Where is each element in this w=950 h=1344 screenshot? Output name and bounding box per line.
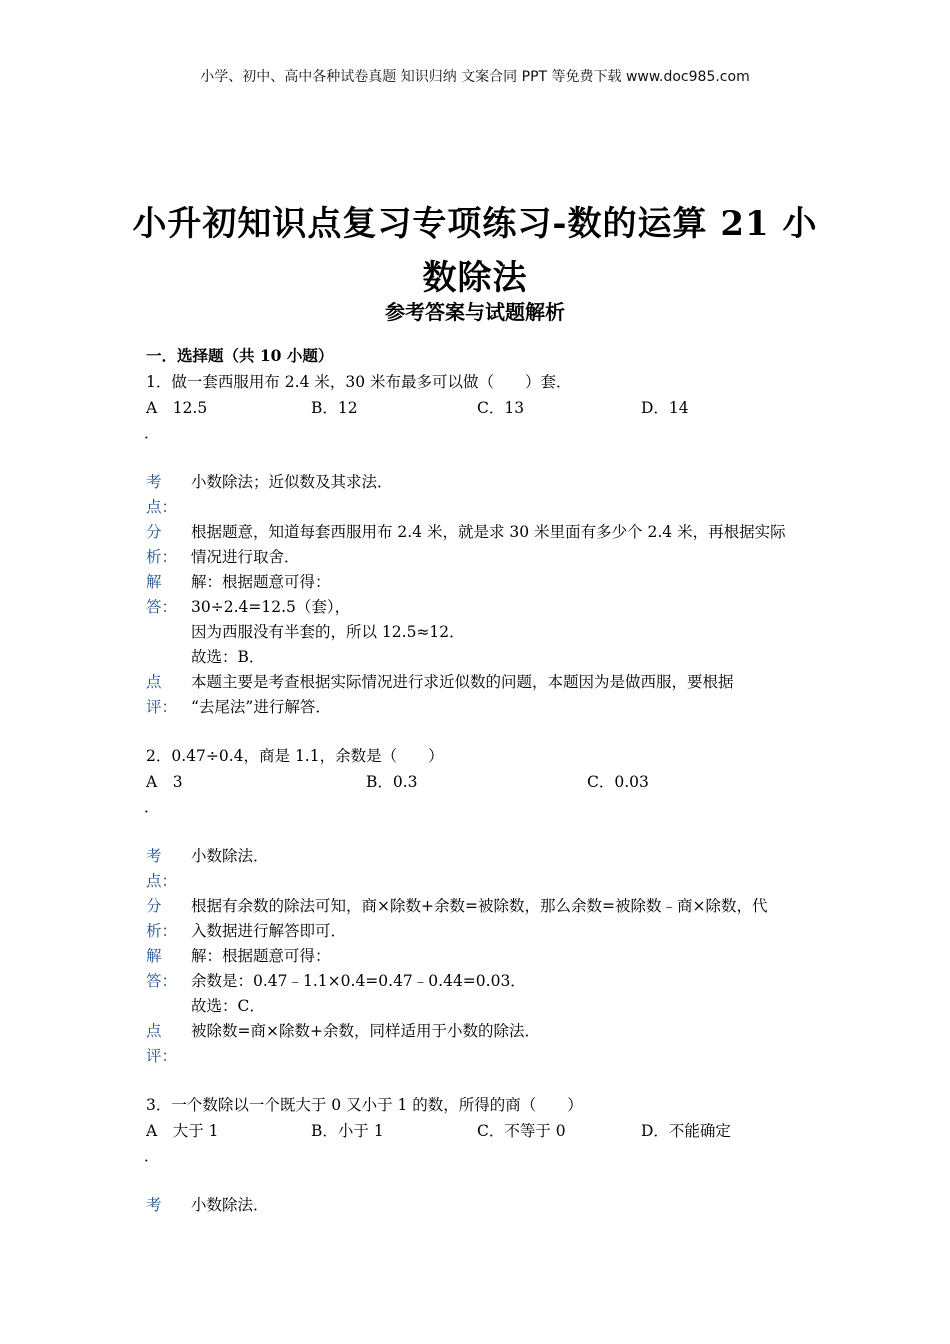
fenxi-text: 入数据进行解答即可． xyxy=(191,922,347,940)
dianping-text: 本题主要是考查根据实际情况进行求近似数的问题，本题因为是做西服，要根据 xyxy=(191,673,734,691)
option-c: C．不等于 0 xyxy=(477,1122,566,1140)
jieda-text: 30÷2.4=12.5（套）， xyxy=(191,598,351,616)
jieda-label: 答： xyxy=(146,972,178,990)
fenxi-label: 分 xyxy=(146,897,162,915)
option-dot: ． xyxy=(144,1147,160,1165)
kaodian-label: 考 xyxy=(146,473,162,491)
jieda-text: 因为西服没有半套的，所以 12.5≈12． xyxy=(191,623,465,641)
kaodian-label: 考 xyxy=(146,1196,162,1214)
fenxi-text: 情况进行取舍． xyxy=(191,548,300,566)
option-c: C．0.03 xyxy=(587,773,649,791)
kaodian-text: 小数除法． xyxy=(191,847,269,865)
dianping-label: 评： xyxy=(146,698,178,716)
fenxi-label: 析： xyxy=(146,922,178,940)
option-a: A 大于 1 xyxy=(146,1122,219,1140)
section-heading: 一．选择题（共 10 小题） xyxy=(146,346,334,365)
option-d: D．14 xyxy=(641,399,689,417)
dianping-label: 点 xyxy=(146,1022,162,1040)
page-header: 小学、初中、高中各种试卷真题 知识归纳 文案合同 PPT 等免费下载 www.doc985.com xyxy=(200,69,750,85)
jieda-label: 解 xyxy=(146,573,162,591)
option-b: B．12 xyxy=(311,399,358,417)
kaodian-text: 小数除法． xyxy=(191,1196,269,1214)
jieda-text: 解：根据题意可得： xyxy=(191,947,331,965)
jieda-label: 答： xyxy=(146,598,178,616)
jieda-text: 故选：C． xyxy=(191,997,265,1015)
option-dot: ． xyxy=(144,798,160,816)
jieda-label: 解 xyxy=(146,947,162,965)
page-title-line2: 数除法 xyxy=(422,258,528,298)
page-subtitle: 参考答案与试题解析 xyxy=(385,300,565,324)
page-title-line1: 小升初知识点复习专项练习-数的运算 21 小 xyxy=(132,204,818,244)
option-dot: ． xyxy=(144,424,160,442)
option-a: A 12.5 xyxy=(146,399,208,417)
option-d: D．不能确定 xyxy=(641,1122,731,1140)
jieda-text: 余数是：0.47﹣1.1×0.4=0.47﹣0.44=0.03． xyxy=(191,972,526,990)
dianping-text: “去尾法”进行解答． xyxy=(191,698,331,716)
kaodian-label: 点： xyxy=(146,498,178,516)
fenxi-text: 根据有余数的除法可知，商×除数+余数=被除数，那么余数=被除数﹣商×除数，代 xyxy=(191,897,768,915)
dianping-text: 被除数=商×除数+余数，同样适用于小数的除法． xyxy=(191,1022,540,1040)
kaodian-label: 点： xyxy=(146,872,178,890)
dianping-label: 点 xyxy=(146,673,162,691)
question-stem: 3．一个数除以一个既大于 0 又小于 1 的数，所得的商（ ） xyxy=(146,1096,583,1114)
option-b: B．小于 1 xyxy=(311,1122,384,1140)
fenxi-label: 析： xyxy=(146,548,178,566)
kaodian-text: 小数除法；近似数及其求法． xyxy=(191,473,393,491)
option-a: A 3 xyxy=(146,773,183,791)
question-stem: 1．做一套西服用布 2.4 米，30 米布最多可以做（ ）套． xyxy=(146,373,572,391)
jieda-text: 故选：B． xyxy=(191,648,265,666)
option-b: B．0.3 xyxy=(366,773,418,791)
kaodian-label: 考 xyxy=(146,847,162,865)
dianping-label: 评： xyxy=(146,1047,178,1065)
fenxi-label: 分 xyxy=(146,523,162,541)
jieda-text: 解：根据题意可得： xyxy=(191,573,331,591)
option-c: C．13 xyxy=(477,399,525,417)
fenxi-text: 根据题意，知道每套西服用布 2.4 米，就是求 30 米里面有多少个 2.4 米，再根据实际 xyxy=(191,523,786,541)
question-stem: 2．0.47÷0.4，商是 1.1，余数是（ ） xyxy=(146,747,444,765)
